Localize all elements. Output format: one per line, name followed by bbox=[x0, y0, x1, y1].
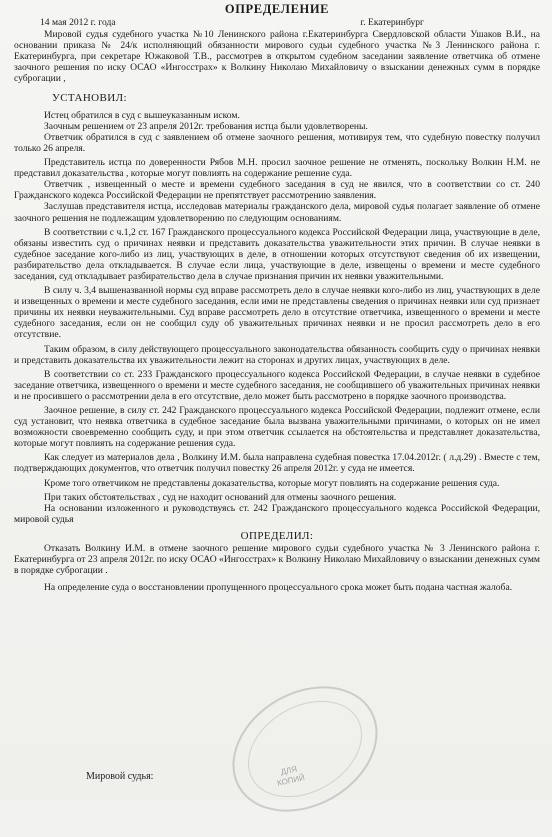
document-date: 14 мая 2012 г. года bbox=[40, 17, 116, 28]
established-heading: УСТАНОВИЛ: bbox=[52, 91, 127, 104]
body-paragraph: Истец обратился в суд с вышеуказанным иском. bbox=[44, 109, 240, 121]
body-paragraph: Заочное решение, в силу ст. 242 Гражданского процессуального кодекса Российской Федерации, подлежит отмене, если суд установит, что неявка ответчика в судебное заседание была вызвана уважительными причинами, о которых он не имел возможности своевременно сообщить суду, и при этом ответчик ссылается на обстоятельства и представляет доказательства, которые могут повлиять на содержание решения суда. bbox=[14, 405, 540, 450]
body-paragraph: Кроме того ответчиком не представлены доказательства, которые могут повлиять на содержание решения суда. bbox=[44, 477, 500, 489]
body-paragraph: На основании изложенного и руководствуясь ст. 242 Гражданского процессуального кодекса Российской Федерации, мировой судья bbox=[14, 502, 540, 525]
body-paragraph: В соответствии с ч.1,2 ст. 167 Гражданского процессуального кодекса Российской Федерации лица, участвующие в деле, обязаны известить суд о причинах неявки и представить доказательства уважительности этих причин. В случае неявки в судебное заседание кого-либо из лиц, участвующих в деле, в отношении которых отсутствуют сведения об их извещении, разбирательство дела откладывается. В случае если лица, участвующие в деле, извещены о времени и месте судебного заседания, суд откладывает разбирательство дела в случае признания причин их неявки уважительными. bbox=[14, 226, 540, 282]
document-title: ОПРЕДЕЛЕНИЕ bbox=[224, 2, 330, 16]
decision-paragraph: Отказать Волкину И.М. в отмене заочного решение мирового судьи судебного участка № 3 Ленинского района г. Екатеринбурга от 23 апреля 2012г. по иску ОСАО «Ингосстрах» к Волкину Николаю Михайловичу о взыскании денежных сумм в порядке суброгации . bbox=[14, 543, 540, 577]
signature-label: Мировой судья: bbox=[86, 771, 154, 782]
body-paragraph: В соответствии со ст. 233 Гражданского процессуального кодекса Российской Федерации, в случае неявки в судебное заседание ответчика, извещенного о времени и месте судебного заседания, не сообщившего об уважительных причинах неявки и не просившего о рассмотрении дела в его отсутствие, дело может быть рассмотрено в порядке заочного производства. bbox=[14, 368, 540, 402]
body-paragraph: При таких обстоятельствах , суд не находит оснований для отмены заочного решения. bbox=[44, 491, 397, 503]
document-body bbox=[14, 2, 540, 593]
court-seal-inner-ring bbox=[231, 681, 380, 816]
intro-paragraph: Мировой судья судебного участка №10 Ленинского района г.Екатеринбурга Свердловской области Ушаков В.И., на основании приказа № 24/к исполняющий обязанности мирового судьи судебного участка №3 Ленинского района г. Екатеринбурга, при секретаре Южаковой Т.В., рассмотрев в открытом судебном заседании заявление ответчика об отмене заочного решения по иску ОСАО «Ингосстрах» к Волкину Николаю Михайловичу о взыскании денежных сумм в порядке суброгации , bbox=[14, 29, 540, 85]
stamp-label: ДЛЯ КОПИЙ bbox=[276, 764, 306, 788]
body-paragraph: Заочным решением от 23 апреля 2012г. требования истца были удовлетворены. bbox=[44, 120, 368, 132]
body-paragraph: Заслушав представителя истца, исследовав материалы гражданского дела, мировой судья полагает заявление об отмене заочного решения не подлежащим удовлетворению по следующим основаниям. bbox=[14, 201, 540, 224]
body-paragraph: Ответчик обратился в суд с заявлением об отмене заочного решения, мотивируя тем, что судебную повестку получил только 26 апреля. bbox=[14, 131, 540, 154]
decision-paragraph: На определение суда о восстановлении пропущенного процессуального срока может быть подана частная жалоба. bbox=[44, 582, 513, 594]
body-paragraph: Как следует из материалов дела , Волкину И.М. была направлена судебная повестка 17.04.2012г. ( л.д.29) . Вместе с тем, подтверждающих документов, что ответчик получил повестку 26 апреля 2012г. у суда не имеется. bbox=[14, 452, 540, 475]
document-city: г. Екатеринбург bbox=[360, 17, 424, 28]
date-line bbox=[14, 17, 540, 28]
body-paragraph: Таким образом, в силу действующего процессуального законодательства обязанность сообщить суду о причинах неявки и представить доказательства их уважительности лежит на сторонах и других лицах, участвующих в деле. bbox=[14, 343, 540, 366]
body-paragraph: Ответчик , извещенный о месте и времени судебного заседания в суд не явился, что в соответствии со ст. 240 Гражданского кодекса Российской Федерации не препятствует рассмотрению заявления. bbox=[14, 179, 540, 202]
body-paragraph: Представитель истца по доверенности Рябов М.Н. просил заочное решение не отменять, поскольку Волкин Н.М. не представил доказательства , которые могут повлиять на содержание решение суда. bbox=[14, 157, 540, 180]
court-seal bbox=[210, 661, 400, 837]
body-paragraph: В силу ч. 3,4 вышеназванной нормы суд вправе рассмотреть дело в случае неявки кого-либо из лиц, участвующих в деле и извещенных о времени и месте судебного заседания, если ими не представлены сведения о причинах неявки или суд признает причины их неявки неуважительными. Суд вправе рассмотреть дело в отсутствие ответчика, извещенного о времени и месте судебного заседания, если он не сообщил суду об уважительных причинах неявки и не просил рассмотреть дело в его отсутствие. bbox=[14, 285, 540, 341]
decided-heading: ОПРЕДЕЛИЛ: bbox=[240, 529, 314, 542]
